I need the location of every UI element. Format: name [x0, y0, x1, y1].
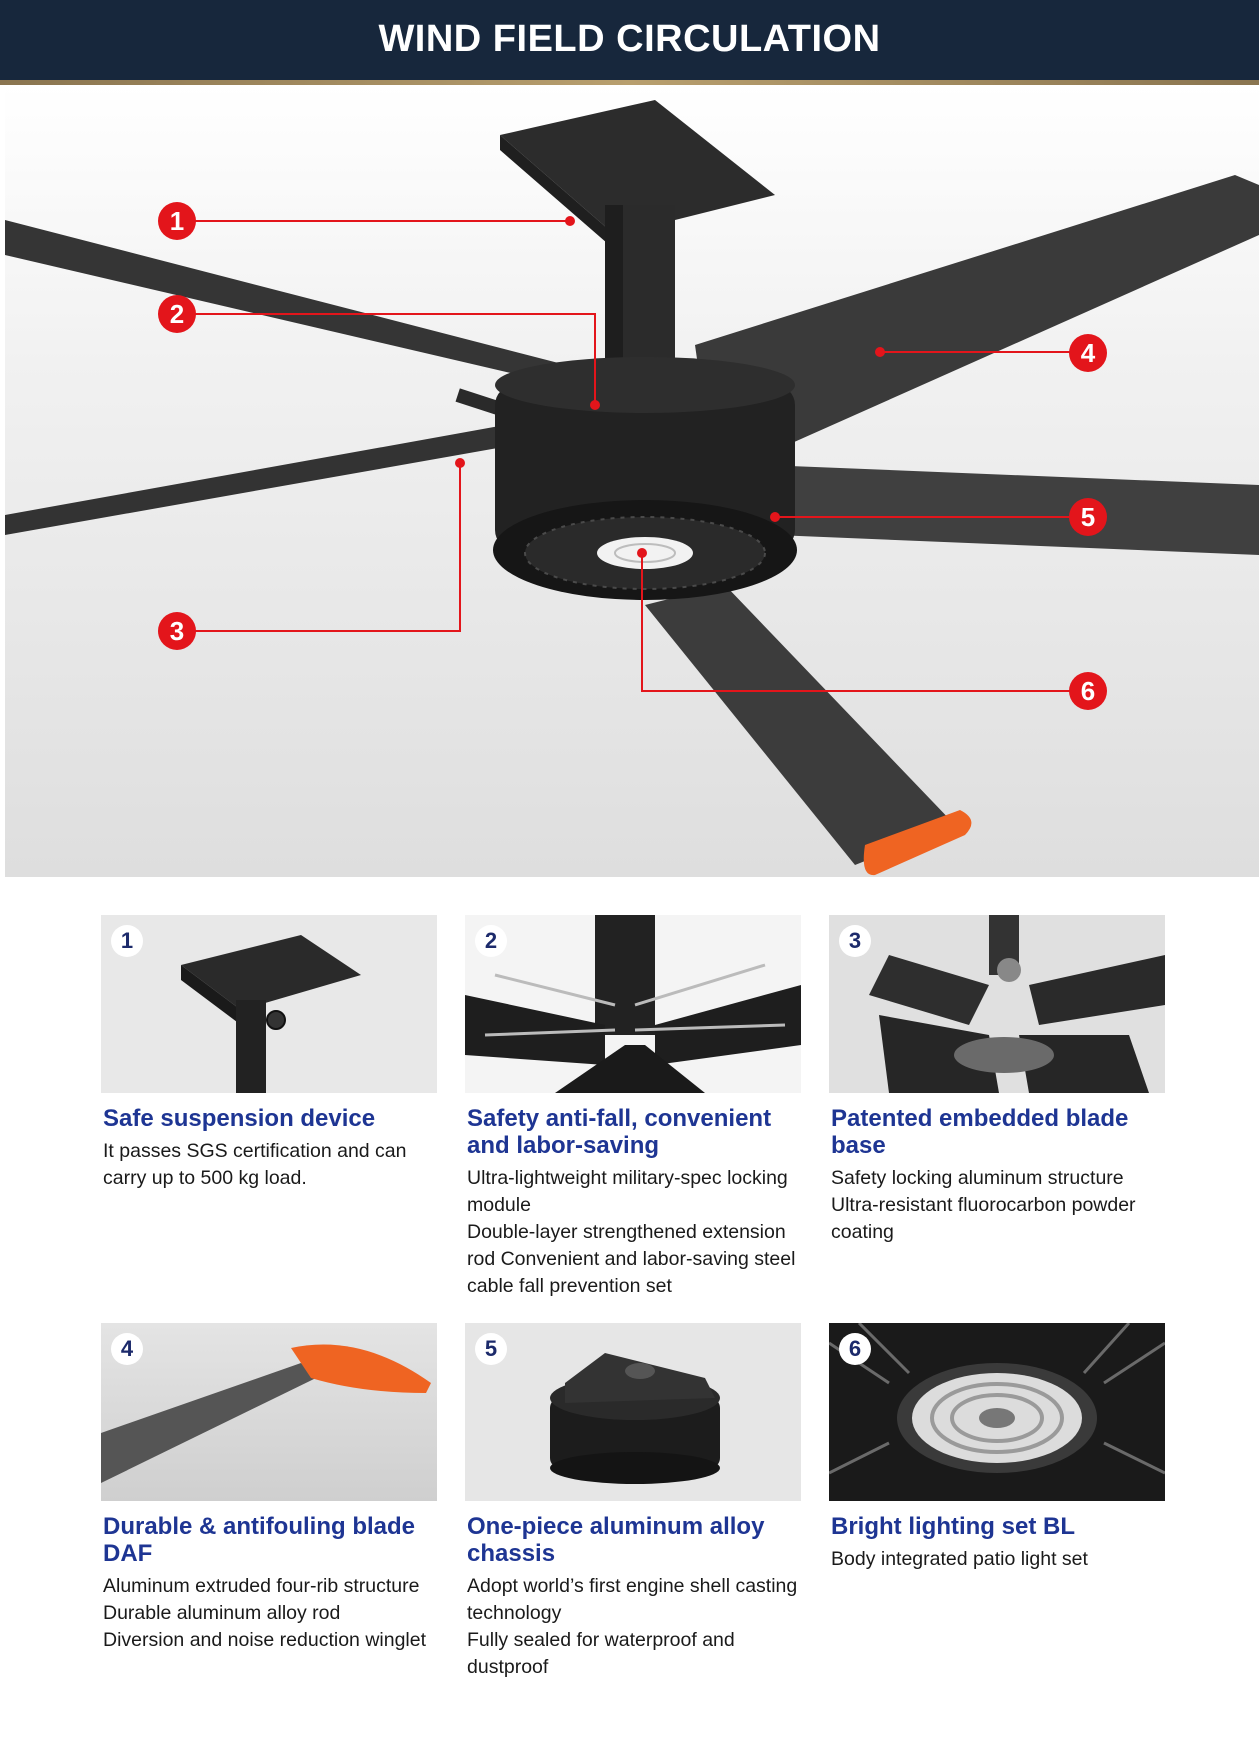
- card-description: Adopt world’s first engine shell casting technology Fully sealed for waterproof and dustproof: [467, 1575, 798, 1678]
- fan-illustration: [5, 85, 1259, 877]
- svg-text:5: 5: [1080, 502, 1096, 532]
- card-number-badge: 1: [111, 925, 143, 957]
- card-number-badge: 6: [839, 1333, 871, 1365]
- blade-left: [5, 425, 515, 535]
- chassis-photo: [465, 1323, 801, 1501]
- blade-upper-left: [5, 220, 605, 395]
- blade-lower: [645, 585, 955, 865]
- feature-card-4: [101, 1323, 437, 1654]
- winglet-icon: [291, 1345, 431, 1393]
- svg-text:6: 6: [1080, 676, 1096, 706]
- svg-text:2: 2: [169, 299, 185, 329]
- svg-text:4: 4: [1080, 338, 1096, 368]
- blade-base-photo: [829, 915, 1165, 1093]
- feature-card-2: [465, 915, 801, 1300]
- card-title: Patented embedded blade base: [831, 1105, 1129, 1159]
- suspension-photo: [101, 915, 437, 1093]
- svg-text:1: 1: [169, 206, 185, 236]
- fan-hero-illustration: [5, 85, 1259, 877]
- callout-5: [1069, 498, 1107, 536]
- card-description: Body integrated patio light set: [831, 1548, 1088, 1570]
- callout-2: [158, 295, 196, 333]
- callout-1: [158, 202, 196, 240]
- anti-fall-photo: [465, 915, 801, 1093]
- callout-6: [1069, 672, 1107, 710]
- page-title: WIND FIELD CIRCULATION: [378, 18, 881, 60]
- light-set-photo: [829, 1323, 1165, 1501]
- feature-card-3: [829, 915, 1165, 1246]
- card-title: Bright lighting set BL: [831, 1513, 1075, 1540]
- card-description: Safety locking aluminum structure Ultra-resistant fluorocarbon powder coating: [831, 1167, 1136, 1243]
- callout-3: [158, 612, 196, 650]
- card-title: One-piece aluminum alloy chassis: [467, 1513, 765, 1567]
- card-number-badge: 2: [475, 925, 507, 957]
- card-title: Safe suspension device: [103, 1105, 376, 1132]
- card-description: Aluminum extruded four-rib structure Durable aluminum alloy rod Diversion and noise reduction winglet: [103, 1575, 427, 1651]
- blade-winglet-photo: [101, 1323, 437, 1501]
- card-description: Ultra-lightweight military-spec locking module Double-layer strengthened extension rod Convenient and labor-saving steel cable fall prevention set: [467, 1167, 796, 1297]
- svg-text:3: 3: [169, 616, 185, 646]
- card-number-badge: 4: [111, 1333, 143, 1365]
- feature-card-6: [829, 1323, 1165, 1573]
- page-header: [0, 0, 1259, 80]
- card-title: Safety anti-fall, convenient and labor-saving: [467, 1105, 772, 1159]
- feature-card-5: [465, 1323, 801, 1681]
- card-number-badge: 3: [839, 925, 871, 957]
- card-title: Durable & antifouling blade DAF: [103, 1513, 416, 1567]
- card-number-badge: 5: [475, 1333, 507, 1365]
- card-description: It passes SGS certification and can carry up to 500 kg load.: [103, 1140, 407, 1189]
- callout-4: [1069, 334, 1107, 372]
- feature-card-1: [101, 915, 437, 1192]
- blade-right: [765, 465, 1259, 555]
